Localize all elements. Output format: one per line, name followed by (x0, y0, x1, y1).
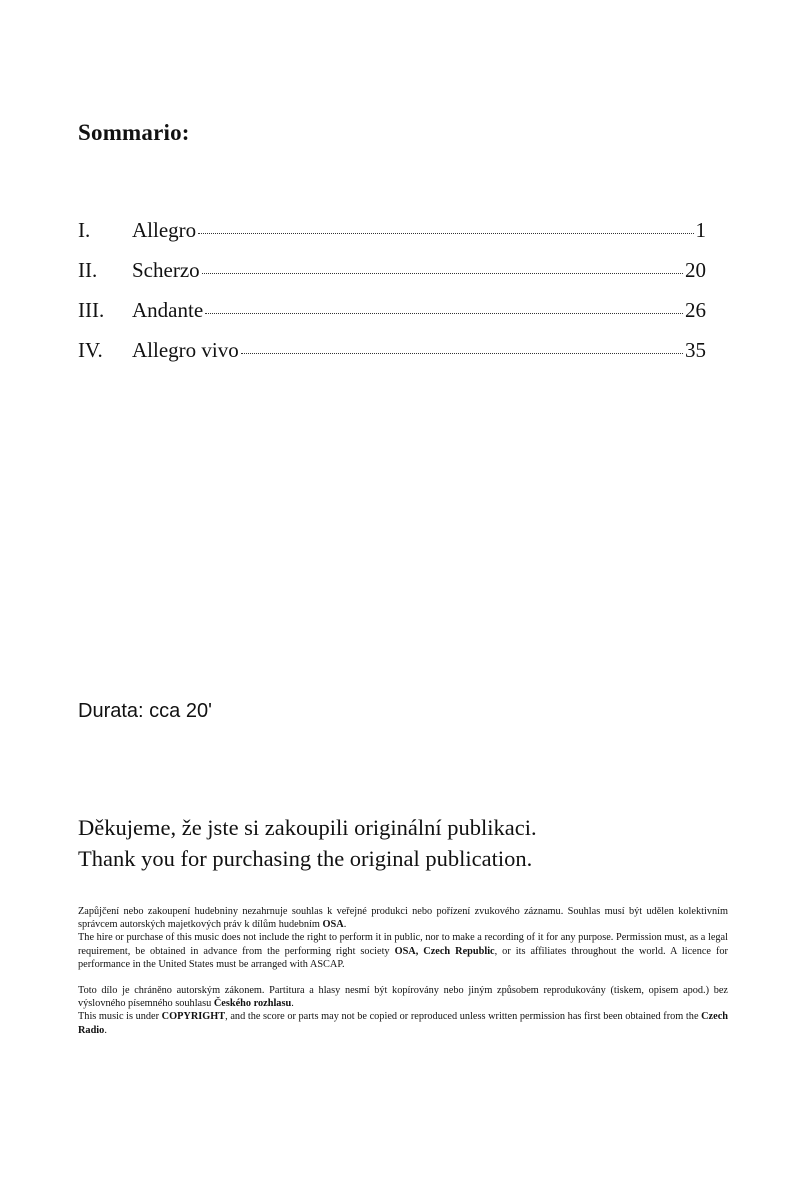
toc-movement-number: III. (78, 298, 105, 322)
toc-page-number: 20 (685, 258, 706, 282)
legal-text: Zapůjčení nebo zakoupení hudebniny nezahrnuje souhlas k veřejné produkci nebo pořízení zvukového záznamu. Souhlas musí být udělen kolektivním správcem autorských majetkových práv k dílům hudebním (78, 906, 728, 931)
paragraph-gap (78, 971, 728, 984)
toc-entry (78, 298, 706, 338)
toc-movement-number: I. (78, 218, 91, 242)
copyright-notice-czech (78, 984, 728, 1010)
legal-text: , and the score or parts may not be copied or reproduced unless written permission has first been obtained from the (225, 1011, 702, 1023)
page-heading: Sommario: (78, 120, 190, 145)
table-of-contents (78, 218, 706, 378)
toc-dot-leader (241, 353, 683, 354)
legal-emphasis: Českého rozhlasu (213, 998, 292, 1010)
toc-page-number: 1 (695, 218, 706, 242)
toc-entry (78, 218, 706, 258)
copyright-notice-english (78, 1010, 728, 1036)
legal-emphasis: OSA (322, 919, 344, 931)
thank-you-block (78, 812, 537, 874)
license-notice-czech (78, 905, 728, 931)
toc-movement-title: Allegro (132, 218, 197, 242)
thank-you-english: Thank you for purchasing the original publication. (78, 846, 533, 871)
license-notice-english (78, 931, 728, 971)
toc-entry (78, 338, 706, 378)
toc-movement-title: Andante (132, 298, 204, 322)
toc-movement-title: Allegro vivo (132, 338, 239, 362)
legal-text: The hire or purchase of this music does not include the right to perform it in public, nor to make a recording of it for any purpose. Permission must, as a legal requirement, be obtained in advance from the performing right society (78, 932, 728, 957)
legal-text: . (291, 998, 294, 1010)
legal-text: , or its affiliates throughout the world. A licence for performance in the United States must be arranged with ASCAP. (78, 945, 728, 970)
legal-emphasis: Czech Radio (78, 1011, 728, 1036)
toc-dot-leader (202, 273, 683, 274)
legal-text: This music is under (78, 1011, 162, 1023)
toc-dot-leader (198, 233, 693, 234)
legal-emphasis: COPYRIGHT (161, 1011, 226, 1023)
legal-notice (78, 905, 728, 1037)
duration-text: Durata: cca 20' (78, 700, 212, 722)
legal-text: Toto dílo je chráněno autorským zákonem. Partitura a hlasy nesmí být kopírovány nebo jiným způsobem reprodukovány (tiskem, opisem apod.) bez výslovného písemného souhlasu (78, 985, 728, 1010)
legal-text: . (343, 919, 347, 931)
toc-page-number: 26 (685, 298, 706, 322)
toc-movement-title: Scherzo (132, 258, 200, 282)
toc-page-number: 35 (685, 338, 706, 362)
legal-emphasis: OSA, Czech Republic (394, 945, 495, 957)
toc-entry (78, 258, 706, 298)
toc-movement-number: IV. (78, 338, 103, 362)
legal-text: . (104, 1024, 107, 1036)
toc-movement-number: II. (78, 258, 98, 282)
toc-dot-leader (205, 313, 683, 314)
thank-you-czech: Děkujeme, že jste si zakoupili originální publikaci. (78, 815, 537, 840)
